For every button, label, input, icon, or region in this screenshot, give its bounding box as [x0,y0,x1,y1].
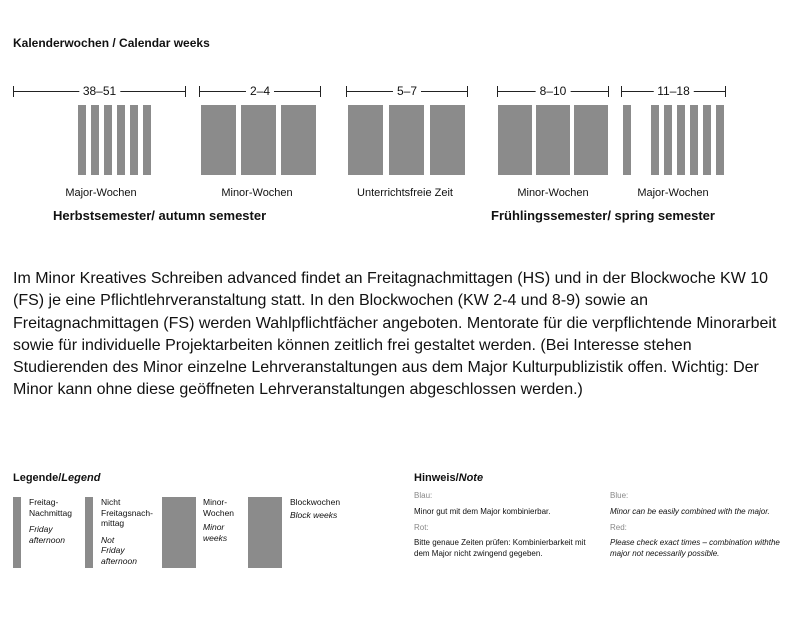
bracket-label: 5–7 [393,84,421,98]
caption-major-weeks-spring: Major-Wochen [637,187,709,199]
note-title-en: Note [458,472,484,484]
note-blue-label-de: Blau: [414,491,433,500]
legend-label-en: Not Friday afternoon [101,534,137,566]
week-bar-thin [104,105,112,175]
note-blue-label-en: Blue: [610,491,629,500]
note-red-label-de: Rot: [414,523,429,532]
week-bar-wide [574,105,608,175]
legend-item-minor-weeks [203,497,239,543]
legend-swatch-minor-weeks [162,497,196,568]
note-blue-text-de: Minor gut mit dem Major kombinierbar. [414,507,551,516]
legend-title [13,472,100,484]
bracket-kw-38-51 [13,86,186,98]
bracket-kw-2-4 [199,86,321,98]
week-bar-thin [716,105,724,175]
week-bar-thin [690,105,698,175]
week-bar-wide [389,105,424,175]
caption-lecture-free: Unterrichtsfreie Zeit [357,187,453,199]
description-paragraph: Im Minor Kreatives Schreiben advanced findet an Freitagnachmittagen (HS) und in der Blockwoche KW 10 (FS) je eine Pflichtlehrveranstaltung statt. In den Blockwochen (KW 2-4 und 8-9) sowie an Freitagnachmittagen (FS) werden Wahlpflichtfächer angeboten. Mentorate für die verpflichtende Minorarbeit sowie für individuelle Projektarbeiten können zeitlich frei gestaltet werden. (Bei Interesse stehen Studierenden des Minor einzelne Lehrveranstaltungen aus dem Major Kulturpublizistik offen. Wichtig: Der Minor kann ohne diese geöffneten Lehrveranstaltungen abgeschlossen werden.) [13,270,777,399]
legend-swatch-not-friday [85,497,93,568]
legend-swatch-friday [13,497,21,568]
week-bar-wide [430,105,465,175]
week-bar-thin [664,105,672,175]
week-bar-thin [651,105,659,175]
week-bar-thin [623,105,631,175]
week-bar-thin [78,105,86,175]
week-bar-wide [536,105,570,175]
bracket-label: 11–18 [653,84,693,98]
legend-label-en: Minor weeks [203,522,228,543]
bracket-label: 2–4 [246,84,274,98]
legend-item-not-friday [101,497,153,566]
legend-label-en: Block weeks [290,509,338,520]
note-title-de: Hinweis/ [414,472,459,484]
bracket-label: 38–51 [79,84,120,98]
note-title [414,472,483,484]
caption-major-weeks-autumn: Major-Wochen [65,187,137,199]
note-red-text-de: Bitte genaue Zeiten prüfen: Kombinierbarkeit mit dem Major nicht zwingend gegeben. [414,538,586,558]
week-bar-wide [348,105,383,175]
legend-label-de: Blockwochen [290,497,341,507]
note-red-label-en: Red: [610,523,627,532]
week-bar-wide [201,105,236,175]
week-bar-thin [703,105,711,175]
caption-minor-weeks-spring: Minor-Wochen [517,187,589,199]
note-red-text-en: Please check exact times – combination withthe major not necessarily possible. [610,538,780,558]
week-bar-thin [117,105,125,175]
bracket-kw-5-7 [346,86,468,98]
caption-minor-weeks-autumn: Minor-Wochen [221,187,293,199]
legend-label-de: Minor-Wochen [203,497,235,518]
week-bar-wide [241,105,276,175]
legend-swatch-block-weeks [248,497,282,568]
legend-item-friday [29,497,74,545]
bracket-label: 8–10 [536,84,571,98]
legend-label-en: Friday afternoon [29,524,65,545]
legend-title-en: Legend [61,472,101,484]
week-bar-wide [498,105,532,175]
week-bar-thin [677,105,685,175]
week-bar-thin [130,105,138,175]
legend-label-de: Freitag-Nachmittag [29,497,72,518]
bracket-kw-11-18 [621,86,726,98]
legend-label-de: Nicht Freitagsnach-mittag [101,497,153,528]
diagram-title: Kalenderwochen / Calendar weeks [13,36,210,50]
week-bar-thin [91,105,99,175]
week-bar-wide [281,105,316,175]
note-blue-text-en: Minor can be easily combined with the major. [610,507,770,516]
semester-autumn-label: Herbstsemester/ autumn semester [53,208,267,223]
bracket-kw-8-10 [497,86,609,98]
semester-spring-label: Frühlingssemester/ spring semester [491,208,715,223]
legend-item-block-weeks [290,497,360,520]
legend-title-de: Legende/ [13,472,62,484]
week-bar-thin [143,105,151,175]
